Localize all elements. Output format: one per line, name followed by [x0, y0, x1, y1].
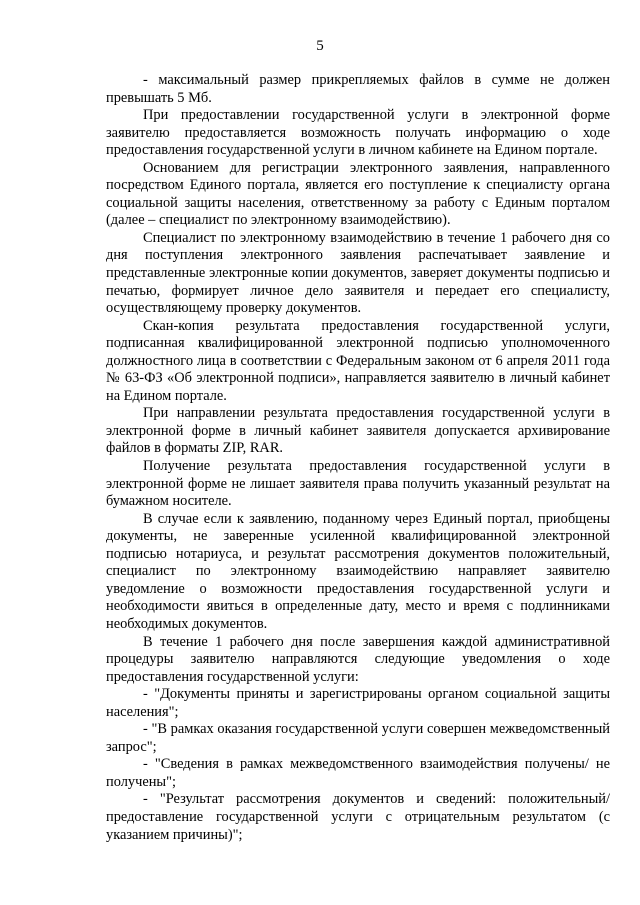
list-item: - "Сведения в рамках межведомственного взаимодействия получены/ не получены";	[106, 756, 610, 790]
paragraph: - максимальный размер прикрепляемых файлов в сумме не должен превышать 5 Мб.	[106, 72, 610, 106]
list-item: - "Результат рассмотрения документов и сведений: положительный/ предоставление государственной услуги с отрицательным результатом (с указанием причины)";	[106, 791, 610, 843]
list-item: - "В рамках оказания государственной услуги совершен межведомственный запрос";	[106, 721, 610, 755]
paragraph: Специалист по электронному взаимодействию в течение 1 рабочего дня со дня поступления электронного заявления распечатывает заявление и представленные электронные копии документов, заверяет документы подписью и печатью, формирует личное дело заявителя и передает его специалисту, осуществляющему проверку документов.	[106, 229, 610, 317]
page-number: 5	[316, 38, 324, 54]
list-item: - "Документы приняты и зарегистрированы органом социальной защиты населения";	[106, 686, 610, 720]
paragraph: В случае если к заявлению, поданному через Единый портал, приобщены документы, не заверенные усиленной квалифицированной электронной подписью нотариуса, и результат рассмотрения документов положительный, специалист по электронному взаимодействию направляет заявителю уведомление о возможности предоставления государственной услуги и необходимости явиться в определенные дату, место и время с подлинниками необходимых документов.	[106, 510, 610, 632]
paragraph: Получение результата предоставления государственной услуги в электронной форме не лишает заявителя права получить указанный результат на бумажном носителе.	[106, 458, 610, 510]
paragraph: Скан-копия результата предоставления государственной услуги, подписанная квалифицированной электронной подписью уполномоченного должностного лица в соответствии с Федеральным законом от 6 апреля 2011 года № 63-ФЗ «Об электронной подписи», направляется заявителю в личный кабинет на Едином портале.	[106, 317, 610, 404]
paragraph: При предоставлении государственной услуги в электронной форме заявителю предоставляется возможность получать информацию о ходе предоставления государственной услуги в личном кабинете на Едином портале.	[106, 107, 610, 159]
paragraph: В течение 1 рабочего дня после завершения каждой административной процедуры заявителю направляются следующие уведомления о ходе предоставления государственной услуги:	[106, 633, 610, 685]
document-body	[106, 72, 610, 844]
paragraph: Основанием для регистрации электронного заявления, направленного посредством Единого портала, является его поступление к специалисту органа социальной защиты населения, ответственному за работу с Единым порталом (далее – специалист по электронному взаимодействию).	[106, 159, 610, 229]
paragraph: При направлении результата предоставления государственной услуги в электронной форме в личный кабинет заявителя допускается архивирование файлов в форматы ZIP, RAR.	[106, 405, 610, 457]
